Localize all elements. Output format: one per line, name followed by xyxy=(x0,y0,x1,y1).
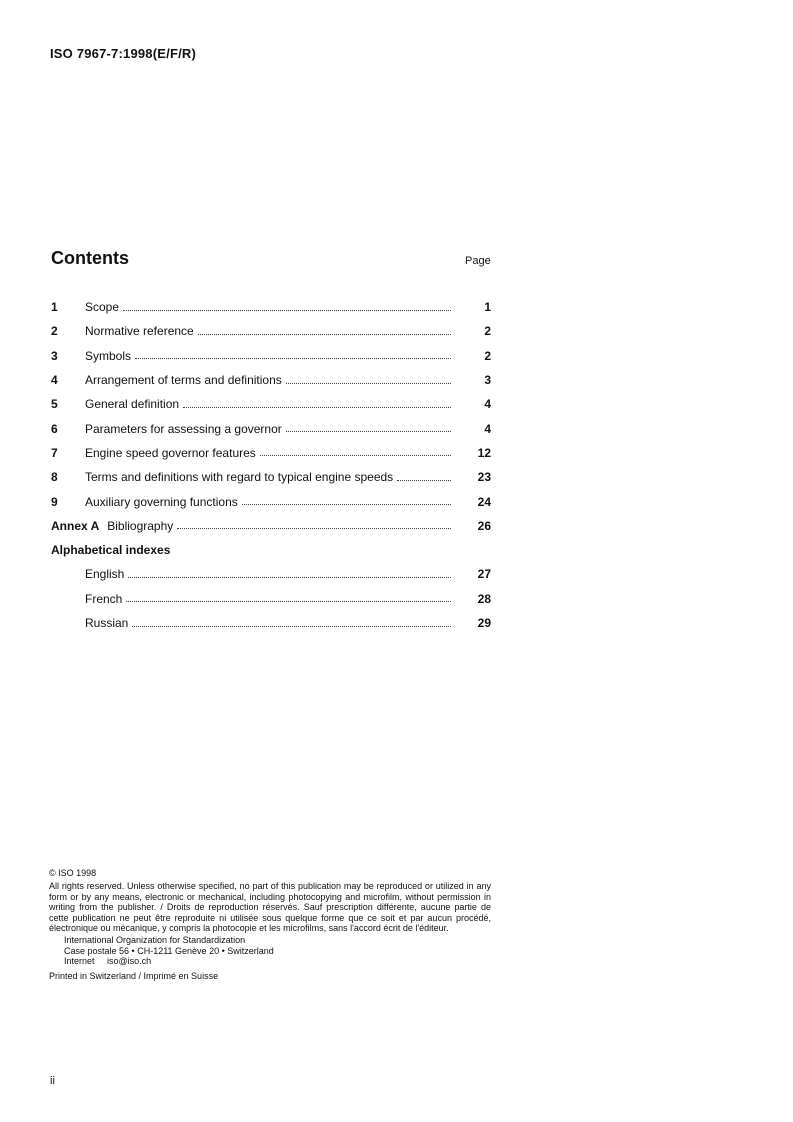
toc-title: Scope xyxy=(85,300,120,315)
toc-entry-general-definition[interactable] xyxy=(51,392,491,416)
toc-number: 5 xyxy=(51,397,58,412)
printed-in: Printed in Switzerland / Imprimé en Suisse xyxy=(49,970,219,981)
toc-entry-governor-features[interactable] xyxy=(51,441,491,465)
toc-leader-dots xyxy=(242,492,451,505)
toc-entry-typical-speeds[interactable] xyxy=(51,465,491,489)
toc-title: English xyxy=(85,567,125,582)
toc-page: 27 xyxy=(477,567,491,582)
toc-title: General definition xyxy=(85,397,180,412)
toc-page: 23 xyxy=(477,470,491,485)
toc-page: 4 xyxy=(484,397,491,412)
document-id: ISO 7967-7:1998(E/F/R) xyxy=(50,46,197,61)
toc-entry-index-french[interactable] xyxy=(51,587,491,611)
toc-entry-arrangement[interactable] xyxy=(51,368,491,392)
toc-number: 8 xyxy=(51,470,58,485)
toc-entry-auxiliary-functions[interactable] xyxy=(51,489,491,513)
toc-page: 12 xyxy=(477,445,491,460)
toc-title: Engine speed governor features xyxy=(85,445,256,460)
toc-page: 26 xyxy=(477,518,491,533)
toc-title: Symbols xyxy=(85,348,132,363)
toc-leader-dots xyxy=(123,298,451,311)
toc-entry-normative-reference[interactable] xyxy=(51,319,491,343)
publisher-name: International Organization for Standardization xyxy=(64,935,246,946)
toc-page: 1 xyxy=(484,300,491,315)
toc-title: Arrangement of terms and definitions xyxy=(85,373,282,388)
toc-annex-label: Annex A xyxy=(51,518,100,533)
toc-leader-dots xyxy=(135,346,451,359)
toc-entry-annex-a[interactable] xyxy=(51,514,491,538)
toc-title: Terms and definitions with regard to typical engine speeds xyxy=(85,470,394,485)
toc-entry-scope[interactable] xyxy=(51,295,491,319)
copyright-line: © ISO 1998 xyxy=(49,868,97,878)
toc-heading: Alphabetical indexes xyxy=(51,543,171,558)
toc-number: 3 xyxy=(51,348,58,363)
toc-leader-dots xyxy=(132,614,451,627)
toc-page: 29 xyxy=(477,616,491,630)
toc-title: Bibliography xyxy=(107,518,174,533)
toc-entry-parameters[interactable] xyxy=(51,416,491,440)
toc-number: 1 xyxy=(51,300,58,315)
contents-title: Contents xyxy=(51,248,129,268)
toc-leader-dots xyxy=(286,419,451,432)
table-of-contents xyxy=(51,295,491,635)
toc-leader-dots xyxy=(177,516,451,529)
toc-page: 3 xyxy=(484,373,491,388)
page-column-label: Page xyxy=(465,255,491,267)
toc-page: 2 xyxy=(484,324,491,339)
rights-statement: All rights reserved. Unless otherwise specified, no part of this publication may be reproduced or utilized in any form or by any means, electronic or mechanical, including photocopying and microfilm, without permission in writing from the publisher. / Droits de reproduction réservés. Sauf prescription différente, aucune partie de cette publication ne peut être reproduite ni utilisée sous quelque forme que ce soit et par aucun procédé, électronique ou mécanique, y compris la photocopie et les microfilms, sans l'accord écrit de l'éditeur. xyxy=(49,881,491,934)
toc-page: 28 xyxy=(477,591,491,606)
publisher-address xyxy=(64,935,491,966)
toc-title: Parameters for assessing a governor xyxy=(85,421,282,436)
toc-title: Auxiliary governing functions xyxy=(85,494,238,509)
toc-number: 4 xyxy=(51,373,58,388)
postal-address: Case postale 56 • CH-1211 Genève 20 • Switzerland xyxy=(64,945,274,956)
toc-title: French xyxy=(85,591,123,606)
toc-title: Normative reference xyxy=(85,324,194,339)
toc-entry-symbols[interactable] xyxy=(51,344,491,368)
toc-title: Russian xyxy=(85,616,129,630)
toc-leader-dots xyxy=(397,468,451,481)
toc-page: 2 xyxy=(484,348,491,363)
toc-leader-dots xyxy=(183,395,451,408)
toc-number: 9 xyxy=(51,494,58,509)
toc-entry-index-english[interactable] xyxy=(51,562,491,586)
toc-leader-dots xyxy=(260,443,451,456)
toc-page: 24 xyxy=(477,494,491,509)
toc-number: 6 xyxy=(51,421,58,436)
toc-number: 7 xyxy=(51,445,58,460)
toc-leader-dots xyxy=(126,589,451,602)
toc-number: 2 xyxy=(51,324,58,339)
toc-leader-dots xyxy=(198,322,451,335)
copyright-notice xyxy=(49,868,491,981)
toc-page: 4 xyxy=(484,421,491,436)
toc-indexes-heading xyxy=(51,538,491,562)
page-number: ii xyxy=(50,1075,55,1087)
internet-address: Internet iso@iso.ch xyxy=(64,956,152,967)
toc-leader-dots xyxy=(128,565,451,578)
toc-entry-index-russian[interactable] xyxy=(51,611,491,635)
toc-leader-dots xyxy=(286,371,451,384)
